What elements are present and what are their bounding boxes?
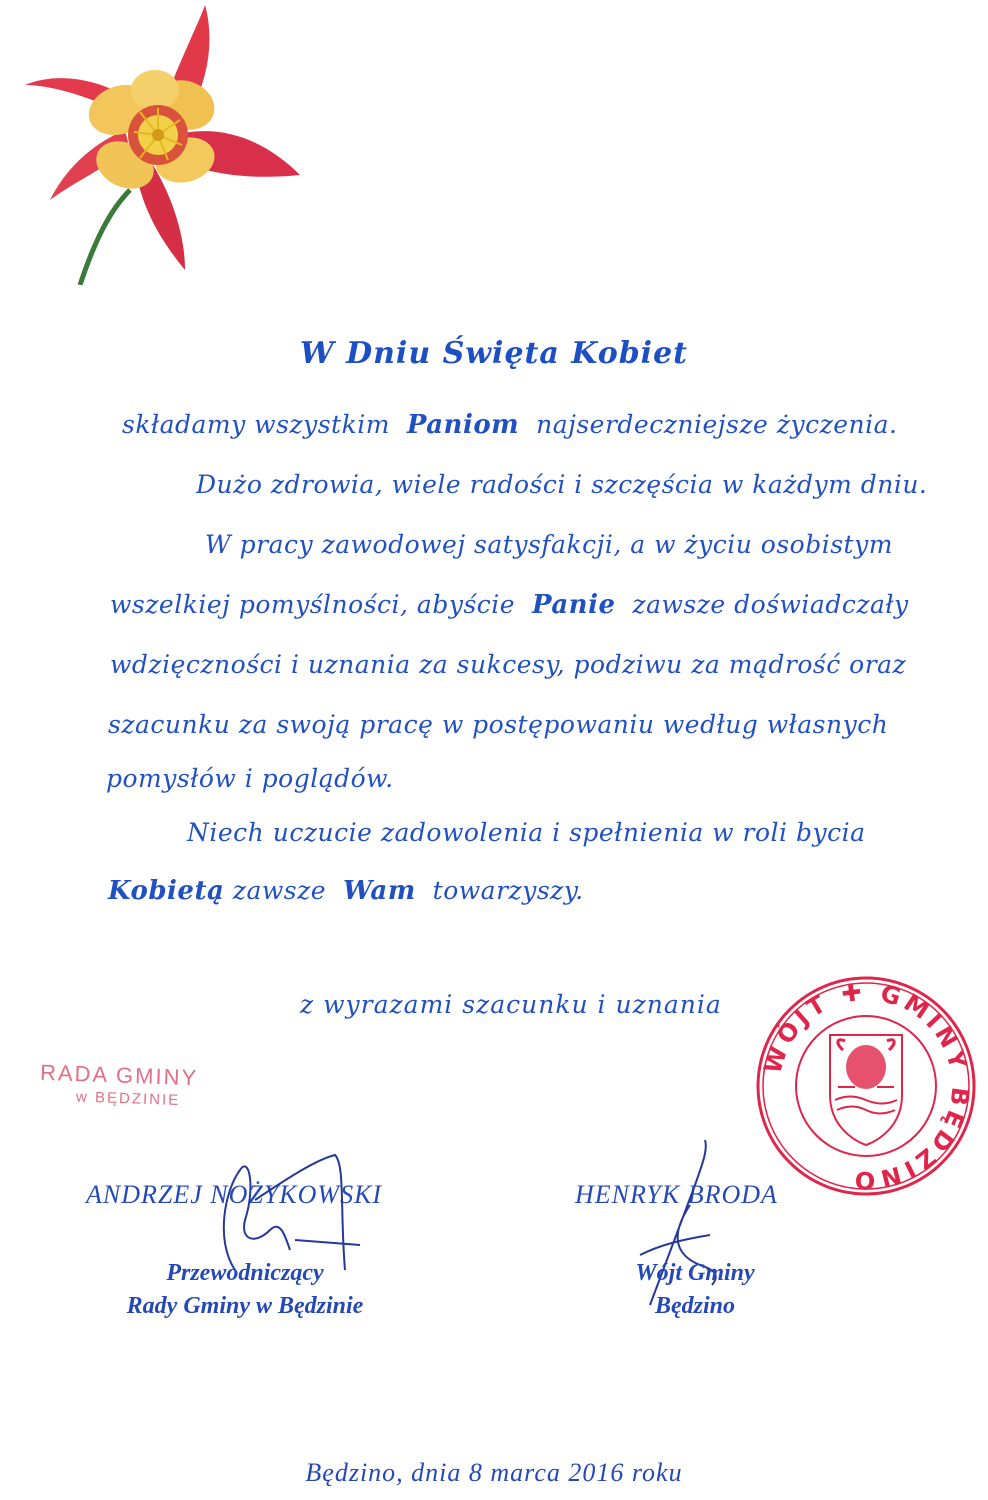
role-line-1: Przewodniczący bbox=[166, 1260, 324, 1286]
role-line-2: Będzino bbox=[654, 1293, 735, 1319]
letter-title: W Dniu Święta Kobiet bbox=[299, 336, 689, 371]
columbine-flower-illustration bbox=[10, 0, 300, 285]
body-text: najserdeczniejsze życzenia. bbox=[536, 410, 898, 439]
stamp-line-2: w BĘDZINIE bbox=[75, 1088, 181, 1110]
emphasis-kobieta: Kobietą bbox=[108, 876, 225, 906]
wojt-gminy-seal bbox=[755, 975, 977, 1197]
body-line-1 bbox=[122, 410, 898, 440]
closing-phrase: z wyrazami szacunku i uznania bbox=[300, 990, 722, 1019]
rada-gminy-stamp bbox=[39, 1059, 280, 1110]
emphasis-paniom: Paniom bbox=[406, 410, 520, 440]
body-line-5: wdzięczności i uznania za sukcesy, podziwu za mądrość oraz bbox=[110, 650, 907, 679]
signatory-role-left bbox=[80, 1260, 410, 1320]
body-text: składamy wszystkim bbox=[122, 410, 390, 439]
body-line-3: W pracy zawodowej satysfakcji, a w życiu osobistym bbox=[205, 530, 893, 559]
body-line-6: szacunku za swoją pracę w postępowaniu według własnych bbox=[108, 710, 889, 739]
date-line: Będzino, dnia 8 marca 2016 roku bbox=[305, 1458, 683, 1487]
body-line-9 bbox=[108, 876, 584, 906]
body-text: zawsze bbox=[232, 876, 327, 905]
body-line-8: Niech uczucie zadowolenia i spełnienia w roli bycia bbox=[187, 818, 866, 847]
seal-text: WÓJT ✚ GMINY BĘDZINO bbox=[758, 977, 975, 1195]
role-line-2: Rady Gminy w Będzinie bbox=[126, 1293, 364, 1319]
body-line-7: pomysłów i poglądów. bbox=[106, 764, 394, 793]
signatory-role-right bbox=[590, 1260, 800, 1320]
role-line-1: Wójt Gminy bbox=[635, 1260, 755, 1286]
signatory-name-right: HENRYK BRODA bbox=[575, 1180, 778, 1209]
stamp-line-1: RADA GMINY bbox=[39, 1059, 199, 1091]
body-text: wszelkiej pomyślności, abyście bbox=[110, 590, 516, 619]
body-text: zawsze doświadczały bbox=[632, 590, 909, 619]
body-line-4 bbox=[110, 590, 909, 620]
emphasis-wam: Wam bbox=[342, 876, 416, 906]
signatory-name-left: ANDRZEJ NOŻYKOWSKI bbox=[86, 1180, 383, 1209]
emphasis-panie: Panie bbox=[531, 590, 616, 620]
body-text: towarzyszy. bbox=[432, 876, 584, 905]
body-line-2: Dużo zdrowia, wiele radości i szczęścia w każdym dniu. bbox=[196, 470, 928, 499]
